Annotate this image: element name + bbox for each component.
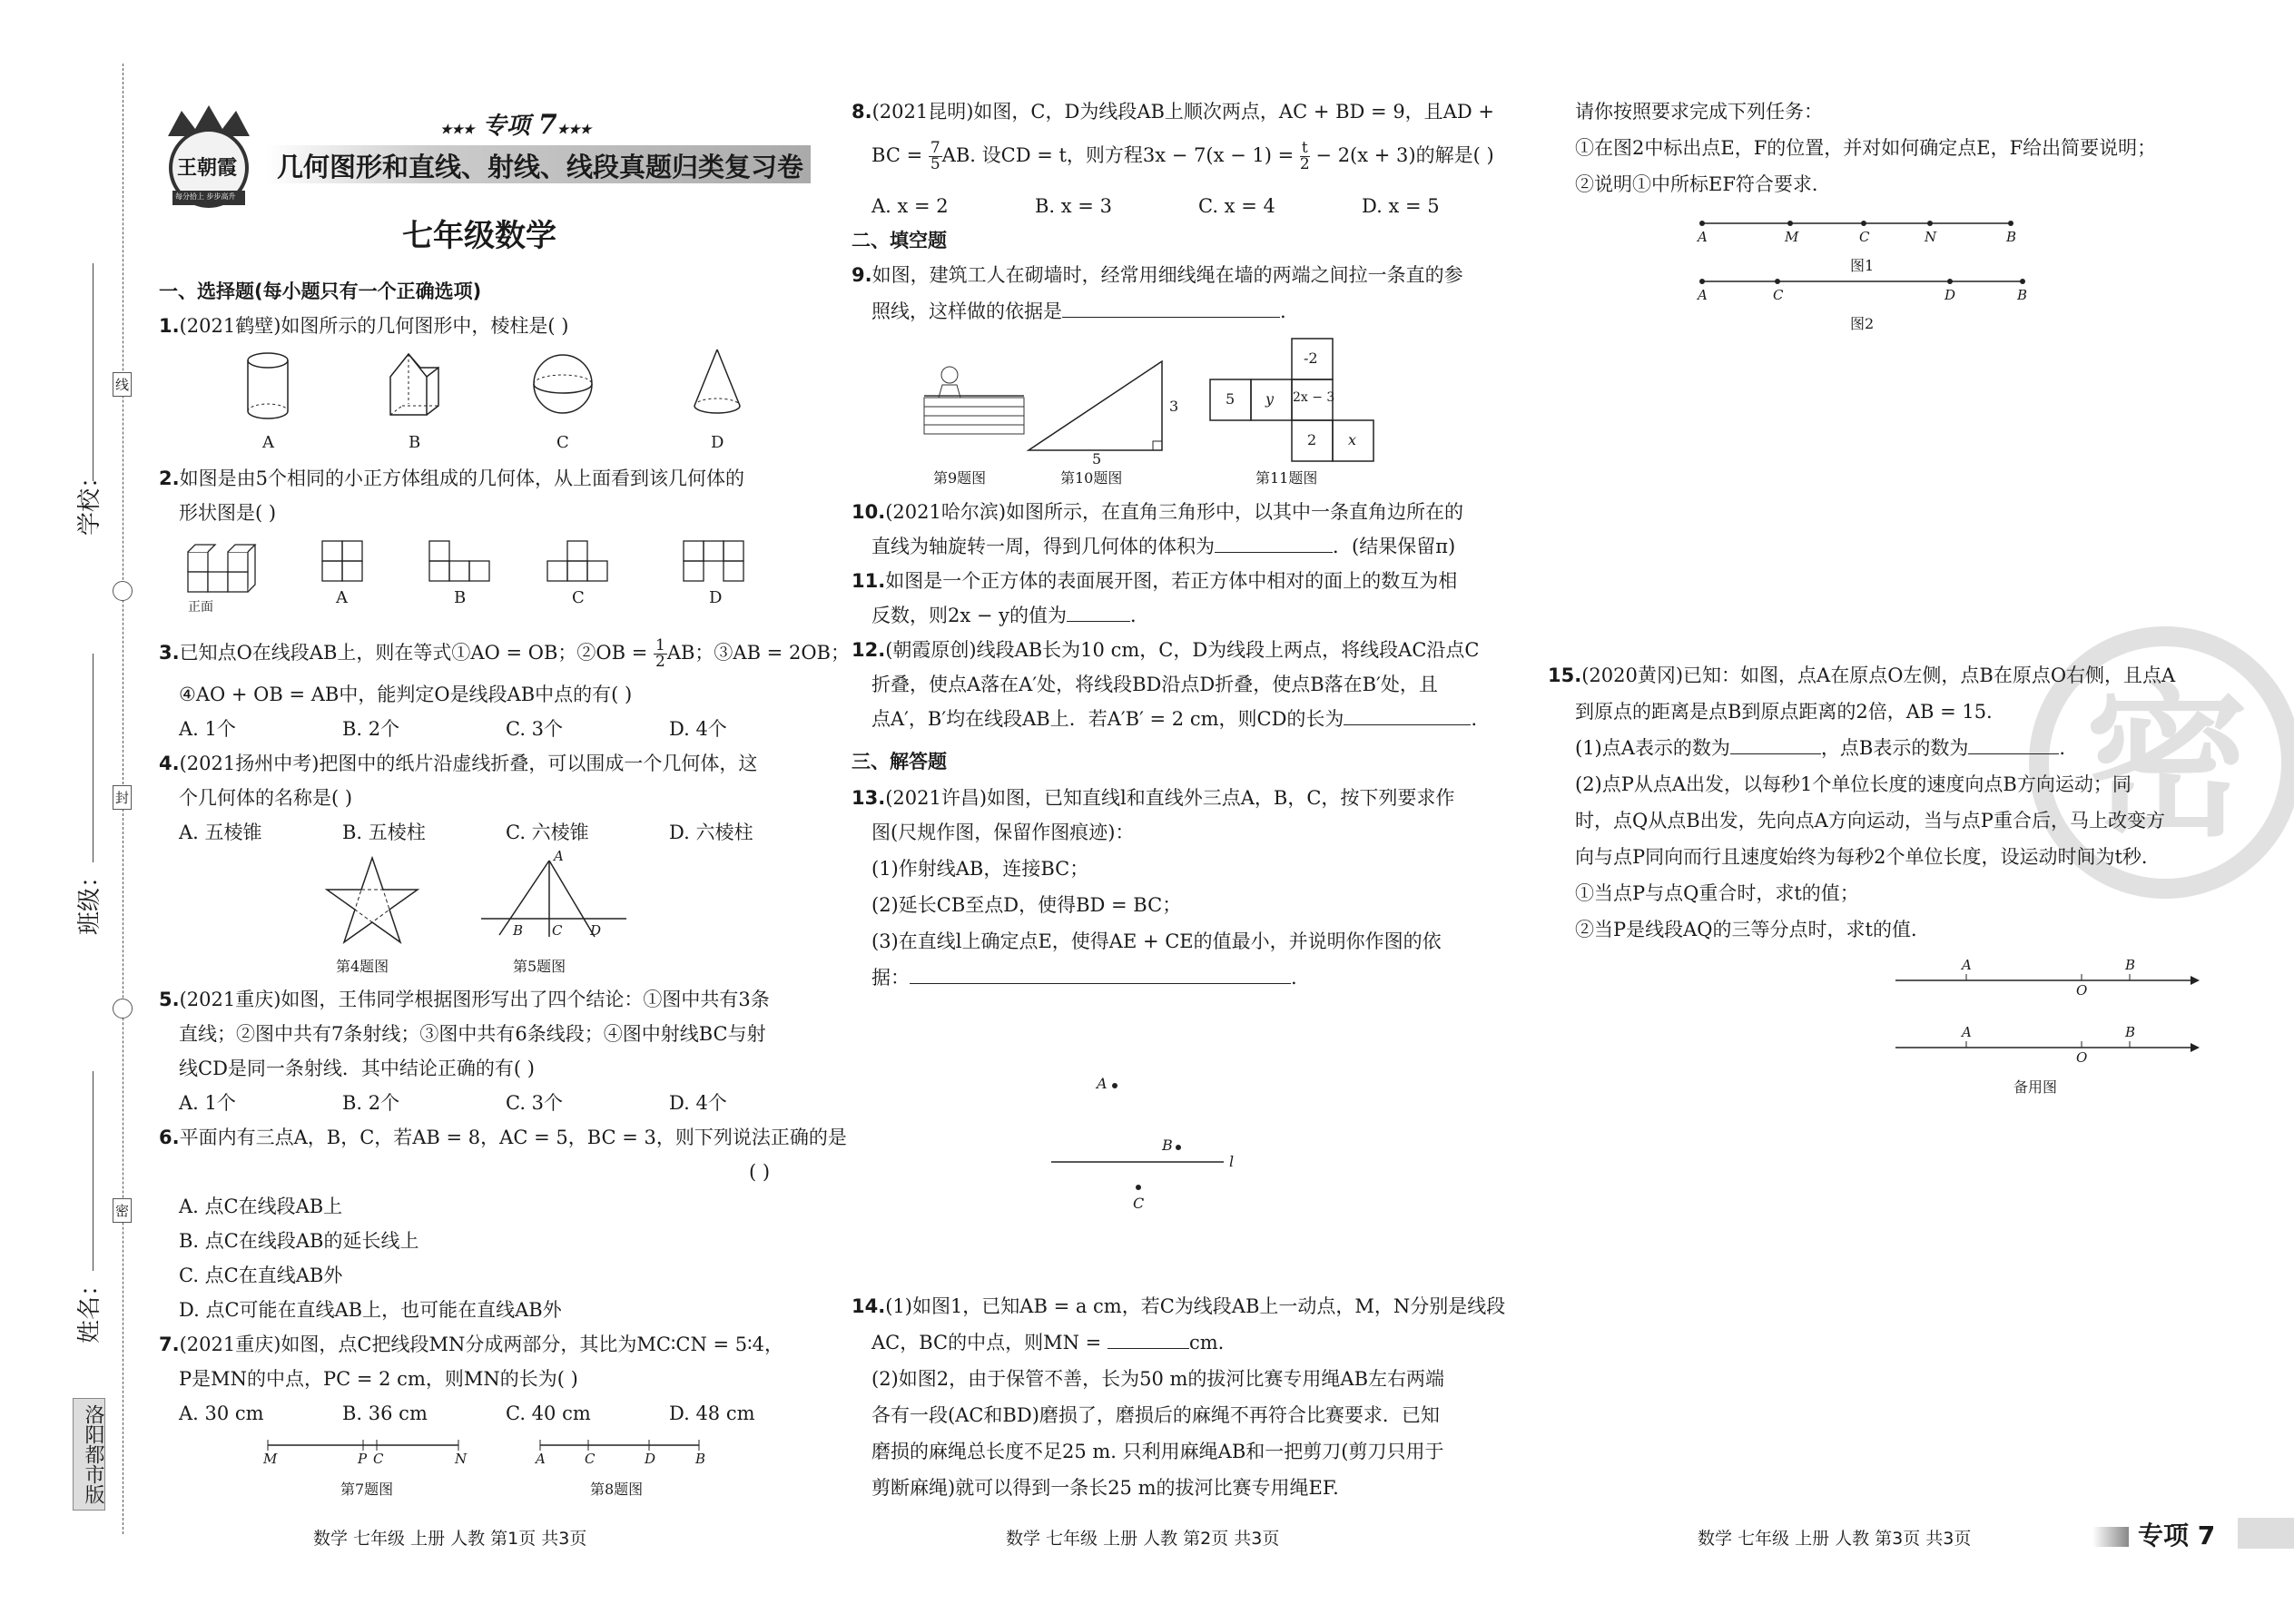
q10-text: 10.(2021哈尔滨)如图所示，在直角三角形中，以其中一条直角边所在的 bbox=[852, 501, 1464, 523]
series-title: ★★★ 专项 7★★★ bbox=[440, 109, 592, 141]
footer-page-1: 数学 七年级 上册 人教 第1页 共3页 bbox=[313, 1529, 587, 1549]
fig1-label-c: C bbox=[1859, 229, 1870, 245]
q6-option-d: D. 点C可能在直线AB上，也可能在直线AB外 bbox=[179, 1299, 562, 1321]
q13-text-2: 图(尺规作图，保留作图痕迹)： bbox=[871, 822, 1135, 843]
net-cell-6: x bbox=[1348, 431, 1357, 448]
wall-triangle-net-figure bbox=[924, 334, 1505, 461]
footer-page-2: 数学 七年级 上册 人教 第2页 共3页 bbox=[1006, 1529, 1280, 1549]
fig7-label-n: N bbox=[455, 1451, 468, 1467]
q8-options: A. x = 2 B. x = 3 C. x = 4 D. x = 5 bbox=[871, 195, 1440, 217]
q13-step-1: (1)作射线AB，连接BC； bbox=[871, 858, 1089, 880]
q12-text-2: 折叠，使点A落在A′处，将线段BD沿点D折叠，使点B落在B′处，且 bbox=[871, 674, 1438, 695]
q12-text-3: 点A′，B′均在线段AB上．若A′B′ = 2 cm，则CD的长为 ． bbox=[871, 702, 1490, 736]
q1-label-d: D bbox=[711, 433, 724, 452]
q15-text-7: ①当点P与点Q重合时，求t的值； bbox=[1575, 882, 1859, 904]
fig1-label-m: M bbox=[1785, 229, 1799, 245]
q15-text: 15.(2020黄冈)已知：如图，点A在原点O左侧，点B在原点O右侧，且点A bbox=[1548, 664, 2176, 686]
q13-step-4: 据： . bbox=[871, 960, 1297, 995]
fig2-label-d: D bbox=[1944, 287, 1956, 303]
fig8-label-a: A bbox=[536, 1451, 546, 1467]
footer-tag-decor bbox=[2092, 1527, 2129, 1547]
star-net-and-lines-figure bbox=[331, 853, 567, 962]
name-label: 姓名： bbox=[76, 1272, 103, 1343]
q3-text: 3.已知点O在线段AB上，则在等式①AO = OB；②OB = $\frac{1}{2}$ AB；③AB = 2OB； bbox=[159, 636, 850, 671]
axis2-label-o: O bbox=[2076, 1049, 2088, 1066]
q4-options: A. 五棱锥 B. 五棱柱 C. 六棱锥 D. 六棱柱 bbox=[179, 822, 753, 843]
q10-text-2: 直线为轴旋转一周，得到几何体的体积为 ．(结果保留π) bbox=[871, 529, 1455, 564]
axis2-label-b: B bbox=[2125, 1024, 2136, 1040]
spare-caption: 备用图 bbox=[2013, 1078, 2058, 1096]
segments-figure bbox=[263, 1436, 735, 1472]
star-icon: ★★★ bbox=[556, 123, 592, 137]
fig2-caption: 图2 bbox=[1850, 315, 1875, 332]
q15-number-lines bbox=[1895, 957, 2213, 1096]
q1-label-a: A bbox=[262, 433, 274, 452]
q15-text-8: ②当P是线段AQ的三等分点时，求t的值． bbox=[1575, 919, 1930, 940]
q14-text-2: AC，BC的中点，则MN = cm. bbox=[871, 1325, 1224, 1360]
q8-caption: 第8题图 bbox=[590, 1481, 644, 1498]
q12-text: 12.(朝霞原创)线段AB长为10 cm，C，D为线段上两点，将线段AC沿点C bbox=[852, 639, 1480, 661]
q10-caption: 第10题图 bbox=[1060, 469, 1123, 487]
q15-answer-b-blank[interactable] bbox=[1968, 732, 2059, 754]
q8-text: 8.(2021昆明)如图，C，D为线段AB上顺次两点，AC + BD = 9，且AD + bbox=[852, 101, 1494, 123]
net-cell-3: y bbox=[1265, 390, 1275, 408]
q11-caption: 第11题图 bbox=[1255, 469, 1318, 487]
q9-text: 9.如图，建筑工人在砌墙时，经常用细线绳在墙的两端之间拉一条直的参 bbox=[852, 264, 1463, 286]
edition-label: 洛阳都市版 bbox=[73, 1398, 105, 1511]
q15-answer-a-blank[interactable] bbox=[1730, 732, 1821, 754]
q4-caption: 第4题图 bbox=[336, 958, 389, 975]
logo-text: 王朝霞 bbox=[177, 156, 238, 180]
q1-label-c: C bbox=[556, 433, 569, 452]
q9-caption: 第9题图 bbox=[933, 469, 987, 487]
q15-text-3: (1)点A表示的数为 ，点B表示的数为 . bbox=[1575, 731, 2065, 765]
q9-q11-figures bbox=[924, 334, 1505, 487]
q6-paren: ( ) bbox=[749, 1161, 771, 1183]
q5-text-2: 直线；②图中共有7条射线；③图中共有6条线段；④图中射线BC与射 bbox=[179, 1023, 766, 1045]
net-cell-4: 2x − 3 bbox=[1293, 390, 1335, 405]
q7-q8-figures bbox=[263, 1436, 735, 1498]
fig2-label-c: C bbox=[1773, 287, 1784, 303]
q5-caption: 第5题图 bbox=[513, 958, 566, 975]
binding-hole-icon bbox=[113, 999, 133, 1019]
fig5-label-d: D bbox=[590, 922, 602, 939]
fig2-label-a: A bbox=[1698, 287, 1708, 303]
q15-text-6: 向与点P同向而行且速度始终为每秒2个单位长度，设运动时间为t秒． bbox=[1575, 846, 2161, 868]
q3-text-2: ④AO + OB = AB中，能判定O是线段AB中点的有( ) bbox=[179, 684, 633, 705]
q14-text: 14.(1)如图1，已知AB = a cm，若C为线段AB上一动点，M，N分别是线段 bbox=[852, 1295, 1506, 1317]
q2-label-b: B bbox=[454, 588, 467, 607]
q2-label-d: D bbox=[709, 588, 723, 607]
q15-text-5: 时，点Q从点B出发，先向点A方向运动，当与点P重合后，马上改变方 bbox=[1575, 810, 2165, 832]
q13-step-2: (2)延长CB至点D，使得BD = BC； bbox=[871, 894, 1182, 916]
fig5-label-c: C bbox=[552, 922, 563, 939]
q1-figures bbox=[231, 349, 803, 452]
q14-text-4: 各有一段(AC和BD)磨损了，磨损后的麻绳不再符合比赛要求．已知 bbox=[871, 1404, 1440, 1426]
q13-step-3: (3)在直线l上确定点E，使得AE + CE的值最小，并说明你作图的依 bbox=[871, 930, 1442, 952]
q5-options: A. 1个 B. 2个 C. 3个 D. 4个 bbox=[179, 1092, 727, 1114]
q14-continue-3: ②说明①中所标EF符合要求． bbox=[1575, 173, 1831, 195]
fig1-label-b: B bbox=[2006, 229, 2017, 245]
fig5-label-b: B bbox=[513, 922, 524, 939]
points-line-figure bbox=[1051, 1071, 1324, 1216]
q9-text-2: 照线，这样做的依据是 . bbox=[871, 294, 1286, 329]
net-cell-5: 2 bbox=[1307, 431, 1317, 448]
name-line-school bbox=[93, 263, 94, 481]
q2-label-c: C bbox=[572, 588, 585, 607]
footer-page-3: 数学 七年级 上册 人教 第3页 共3页 bbox=[1698, 1529, 1972, 1549]
q13-figure bbox=[1051, 1071, 1324, 1220]
q2-front-label: 正面 bbox=[188, 600, 213, 615]
q15-text-2: 到原点的距离是点B到原点距离的2倍，AB = 15. bbox=[1575, 701, 1993, 723]
axis2-label-a: A bbox=[1962, 1024, 1972, 1040]
q11-text: 11.如图是一个正方体的表面展开图，若正方体中相对的面上的数互为相 bbox=[852, 570, 1458, 592]
q11-answer-blank[interactable] bbox=[1067, 599, 1130, 622]
q2-label-a: A bbox=[336, 588, 348, 607]
q13-point-b: B bbox=[1162, 1137, 1173, 1154]
footer-tag: 专项 7 bbox=[2138, 1521, 2216, 1550]
q6-text: 6.平面内有三点A，B，C，若AB = 8，AC = 5，BC = 3，则下列说法正确的是 bbox=[159, 1127, 847, 1148]
fig1-label-a: A bbox=[1698, 229, 1708, 245]
section-fill: 二、填空题 bbox=[852, 230, 947, 251]
net-cell-2: 5 bbox=[1226, 390, 1236, 408]
q15-text-4: (2)点P从点A出发，以每秒1个单位长度的速度向点B方向运动；同 bbox=[1575, 773, 2132, 795]
q1-label-b: B bbox=[409, 433, 421, 452]
q12-answer-blank[interactable] bbox=[1344, 703, 1471, 725]
q11-text-2: 反数，则2x − y的值为 ． bbox=[871, 598, 1149, 633]
q7-text: 7.(2021重庆)如图，点C把线段MN分成两部分，其比为MC∶CN = 5∶4， bbox=[159, 1334, 783, 1355]
name-line-name bbox=[93, 1071, 94, 1271]
seal-mi: 密 bbox=[113, 1198, 132, 1223]
q8-text-2: BC = $\frac{7}{5}$ AB. 设CD = t，则方程3x − 7(x − 1) = $\frac{t}{2}$ − 2(x + 3)的解是( ) bbox=[871, 139, 1494, 173]
q14-text-5: 磨损的麻绳总长度不足25 m. 只利用麻绳AB和一把剪刀(剪刀只用于 bbox=[871, 1441, 1444, 1462]
seal-xian: 线 bbox=[113, 372, 132, 397]
q7-text-2: P是MN的中点，PC = 2 cm，则MN的长为( ) bbox=[179, 1368, 578, 1390]
logo-badge bbox=[159, 100, 259, 209]
q5-text-3: 线CD是同一条射线．其中结论正确的有( ) bbox=[179, 1058, 535, 1079]
logo-slogan: 每分拾上 步步高升 bbox=[175, 192, 236, 201]
fig1-label-n: N bbox=[1925, 229, 1937, 245]
q14-answer-blank[interactable] bbox=[1108, 1326, 1189, 1349]
axis1-label-b: B bbox=[2125, 957, 2136, 973]
q14-continue-1: 请你按照要求完成下列任务： bbox=[1575, 101, 1823, 123]
q10-answer-blank[interactable] bbox=[1215, 530, 1333, 553]
seal-feng: 封 bbox=[113, 785, 132, 810]
q1-text: 1.(2021鹤壁)如图所示的几何图形中，棱柱是( ) bbox=[159, 315, 569, 337]
number-line-figure bbox=[1895, 962, 2213, 1062]
name-line-class bbox=[93, 654, 94, 862]
q5-text: 5.(2021重庆)如图，王伟同学根据图形写出了四个结论：①图中共有3条 bbox=[159, 989, 770, 1010]
fig2-label-b: B bbox=[2017, 287, 2028, 303]
q14-text-3: (2)如图2，由于保管不善，长为50 m的拔河比赛专用绳AB左右两端 bbox=[871, 1368, 1445, 1390]
net-cell-1: -2 bbox=[1304, 349, 1318, 367]
fig1-caption: 图1 bbox=[1850, 257, 1875, 274]
fig8-label-b: B bbox=[695, 1451, 706, 1467]
q13-line-l: l bbox=[1229, 1153, 1235, 1170]
q4-text: 4.(2021扬州中考)把图中的纸片沿虚线折叠，可以围成一个几何体，这 bbox=[159, 753, 758, 774]
q14-continue-2: ①在图2中标出点E，F的位置，并对如何确定点E，F给出简要说明； bbox=[1575, 137, 2157, 159]
fig5-label-a: A bbox=[554, 848, 564, 864]
fig7-label-p: P bbox=[358, 1451, 368, 1467]
axis1-label-o: O bbox=[2076, 982, 2088, 999]
star-icon: ★★★ bbox=[440, 123, 475, 137]
fig7-label-c: C bbox=[373, 1451, 384, 1467]
school-label: 学校： bbox=[76, 464, 103, 536]
section-answer: 三、解答题 bbox=[852, 751, 947, 773]
q13-text: 13.(2021许昌)如图，已知直线l和直线外三点A，B，C，按下列要求作 bbox=[852, 787, 1455, 809]
q2-text: 2.如图是由5个相同的小正方体组成的几何体，从上面看到该几何体的 bbox=[159, 468, 744, 489]
q7-options: A. 30 cm B. 36 cm C. 40 cm D. 48 cm bbox=[179, 1403, 755, 1424]
q4-q5-figures bbox=[331, 848, 602, 975]
q6-option-a: A. 点C在线段AB上 bbox=[179, 1196, 343, 1217]
stamp-glyph: 密 bbox=[2085, 669, 2250, 859]
q2-text-2: 形状图是( ) bbox=[179, 502, 277, 524]
q3-options: A. 1个 B. 2个 C. 3个 D. 4个 bbox=[179, 718, 727, 740]
q9-answer-blank[interactable] bbox=[1062, 295, 1280, 318]
q1-solids-figure bbox=[231, 349, 803, 440]
fig7-label-m: M bbox=[263, 1451, 278, 1467]
q13-point-c: C bbox=[1133, 1195, 1145, 1212]
q6-option-c: C. 点C在直线AB外 bbox=[179, 1265, 343, 1286]
paper-title: 几何图形和直线、射线、线段真题归类复习卷 bbox=[277, 152, 804, 182]
q4-text-2: 个几何体的名称是( ) bbox=[179, 787, 353, 809]
q10-side-b: 5 bbox=[1092, 450, 1102, 468]
q14-figures bbox=[1698, 214, 2028, 332]
q10-side-a: 3 bbox=[1169, 398, 1179, 415]
footer-tag-bar bbox=[2238, 1518, 2294, 1549]
binding-hole-icon bbox=[113, 581, 133, 601]
fig8-label-c: C bbox=[585, 1451, 596, 1467]
q13-point-a: A bbox=[1097, 1075, 1108, 1092]
q14-text-6: 剪断麻绳)就可以得到一条长25 m的拔河比赛专用绳EF. bbox=[871, 1477, 1339, 1499]
q2-figures bbox=[186, 532, 803, 615]
subject-title: 七年级数学 bbox=[402, 218, 556, 254]
q6-option-b: B. 点C在线段AB的延长线上 bbox=[179, 1230, 419, 1252]
class-label: 班级： bbox=[76, 863, 103, 935]
q7-caption: 第7题图 bbox=[340, 1481, 394, 1498]
section-choice: 一、选择题(每小题只有一个正确选项) bbox=[159, 281, 482, 302]
fig8-label-d: D bbox=[645, 1451, 656, 1467]
q13-answer-blank[interactable] bbox=[910, 961, 1291, 984]
axis1-label-a: A bbox=[1962, 957, 1972, 973]
